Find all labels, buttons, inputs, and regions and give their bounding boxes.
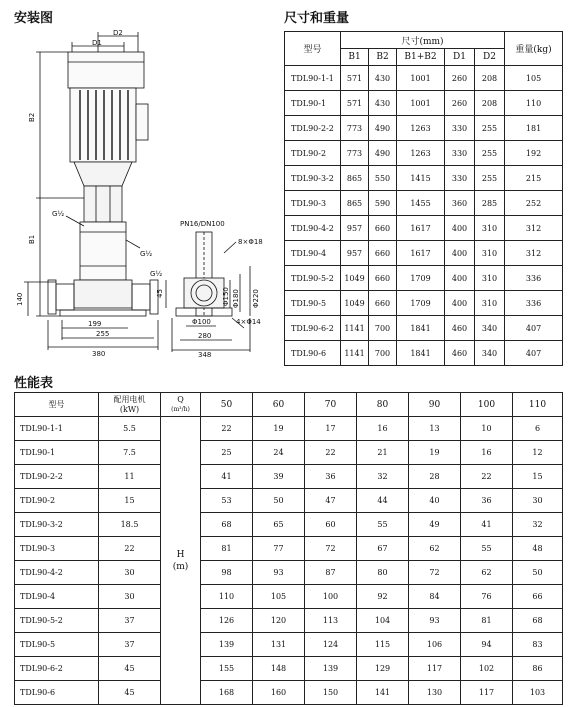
perf-flow-col-0: 50 — [201, 393, 253, 417]
size-value-cell: 255 — [475, 116, 505, 141]
dim-140-label: 140 — [16, 292, 24, 306]
perf-motor-cell: 37 — [99, 609, 161, 633]
perf-head-value-cell: 40 — [409, 489, 461, 513]
size-value-cell: 260 — [445, 91, 475, 116]
perf-flow-col-5: 100 — [461, 393, 513, 417]
perf-head-value-cell: 49 — [409, 513, 461, 537]
perf-model-cell: TDL90-4 — [15, 585, 99, 609]
perf-motor-cell: 7.5 — [99, 441, 161, 465]
perf-col-model: 型号 — [15, 393, 99, 417]
dim-199-label: 199 — [88, 320, 102, 328]
size-weight-table — [284, 31, 563, 366]
size-value-cell: 400 — [445, 291, 475, 316]
size-value-cell: 340 — [475, 316, 505, 341]
dim-d1-label: D1 — [92, 39, 102, 47]
perf-head-value-cell: 44 — [357, 489, 409, 513]
size-value-cell: 105 — [505, 66, 563, 91]
size-dim-col-4: D2 — [475, 49, 505, 66]
size-model-cell: TDL90-4 — [285, 241, 341, 266]
perf-head-value-cell: 86 — [513, 657, 563, 681]
perf-head-value-cell: 24 — [253, 441, 305, 465]
dim-phi150-label: Φ150 — [222, 287, 230, 306]
perf-head-value-cell: 62 — [409, 537, 461, 561]
perf-model-cell: TDL90-2 — [15, 489, 99, 513]
size-value-cell: 1263 — [397, 141, 445, 166]
size-model-cell: TDL90-1 — [285, 91, 341, 116]
perf-motor-cell: 18.5 — [99, 513, 161, 537]
table-row — [285, 266, 563, 291]
size-value-cell: 430 — [369, 91, 397, 116]
size-value-cell: 460 — [445, 341, 475, 366]
perf-head-value-cell: 106 — [409, 633, 461, 657]
perf-head-value-cell: 117 — [409, 657, 461, 681]
size-value-cell: 571 — [341, 91, 369, 116]
perf-head-value-cell: 62 — [461, 561, 513, 585]
perf-head-value-cell: 16 — [357, 417, 409, 441]
perf-head-value-cell: 83 — [513, 633, 563, 657]
size-value-cell: 400 — [445, 216, 475, 241]
size-model-cell: TDL90-4-2 — [285, 216, 341, 241]
table-row — [285, 166, 563, 191]
size-model-cell: TDL90-5 — [285, 291, 341, 316]
table-row — [285, 241, 563, 266]
size-value-cell: 1049 — [341, 291, 369, 316]
size-value-cell: 407 — [505, 341, 563, 366]
perf-head-value-cell: 55 — [357, 513, 409, 537]
table-row — [15, 537, 563, 561]
size-table-title: 尺寸和重量 — [284, 11, 350, 26]
perf-head-value-cell: 76 — [461, 585, 513, 609]
perf-head-value-cell: 48 — [513, 537, 563, 561]
dim-b2-label: B2 — [28, 112, 36, 122]
perf-motor-cell: 30 — [99, 585, 161, 609]
dim-d2-label: D2 — [113, 29, 123, 37]
perf-col-q-cell — [161, 393, 201, 417]
perf-head-value-cell: 139 — [201, 633, 253, 657]
dim-255-label: 255 — [96, 330, 110, 338]
size-value-cell: 490 — [369, 116, 397, 141]
perf-head-value-cell: 53 — [201, 489, 253, 513]
perf-head-value-cell: 22 — [461, 465, 513, 489]
table-row — [285, 91, 563, 116]
perf-head-value-cell: 103 — [513, 681, 563, 705]
perf-head-value-cell: 50 — [253, 489, 305, 513]
table-row — [15, 441, 563, 465]
table-row — [15, 417, 563, 441]
perf-head-value-cell: 22 — [201, 417, 253, 441]
size-value-cell: 330 — [445, 166, 475, 191]
perf-head-value-cell: 50 — [513, 561, 563, 585]
perf-flow-col-2: 70 — [305, 393, 357, 417]
perf-head-value-cell: 72 — [409, 561, 461, 585]
perf-col-q: Q — [177, 395, 184, 404]
perf-flow-col-1: 60 — [253, 393, 305, 417]
perf-h-unit: (m) — [172, 561, 189, 572]
dim-g-half-base: G½ — [150, 270, 163, 278]
size-value-cell: 400 — [445, 241, 475, 266]
size-model-cell: TDL90-2 — [285, 141, 341, 166]
size-value-cell: 490 — [369, 141, 397, 166]
size-value-cell: 660 — [369, 241, 397, 266]
size-value-cell: 773 — [341, 116, 369, 141]
perf-model-cell: TDL90-6 — [15, 681, 99, 705]
size-value-cell: 330 — [445, 141, 475, 166]
perf-head-value-cell: 105 — [253, 585, 305, 609]
perf-head-value-cell: 130 — [409, 681, 461, 705]
perf-head-value-cell: 81 — [461, 609, 513, 633]
size-value-cell: 330 — [445, 116, 475, 141]
size-value-cell: 660 — [369, 266, 397, 291]
size-value-cell: 285 — [475, 191, 505, 216]
perf-head-value-cell: 150 — [305, 681, 357, 705]
table-row — [15, 489, 563, 513]
perf-head-value-cell: 19 — [253, 417, 305, 441]
perf-head-value-cell: 60 — [305, 513, 357, 537]
size-value-cell: 1709 — [397, 291, 445, 316]
size-dim-col-2: B1+B2 — [397, 49, 445, 66]
size-value-cell: 700 — [369, 341, 397, 366]
table-row — [15, 681, 563, 705]
size-value-cell: 571 — [341, 66, 369, 91]
perf-head-value-cell: 115 — [357, 633, 409, 657]
table-row — [15, 465, 563, 489]
size-value-cell: 255 — [475, 166, 505, 191]
perf-head-value-cell: 68 — [201, 513, 253, 537]
perf-head-value-cell: 13 — [409, 417, 461, 441]
table-row — [15, 657, 563, 681]
size-value-cell: 865 — [341, 166, 369, 191]
perf-head-value-cell: 102 — [461, 657, 513, 681]
table-row — [285, 341, 563, 366]
dim-b1-label: B1 — [28, 234, 36, 244]
perf-head-value-cell: 39 — [253, 465, 305, 489]
size-value-cell: 460 — [445, 316, 475, 341]
dim-g-half-left: G½ — [52, 210, 65, 218]
perf-head-value-cell: 6 — [513, 417, 563, 441]
size-model-cell: TDL90-6 — [285, 341, 341, 366]
size-value-cell: 208 — [475, 66, 505, 91]
table-row — [285, 191, 563, 216]
perf-head-value-cell: 16 — [461, 441, 513, 465]
table-row — [285, 316, 563, 341]
perf-head-value-cell: 93 — [253, 561, 305, 585]
perf-head-value-cell: 12 — [513, 441, 563, 465]
dim-phi180-label: Φ180 — [232, 289, 240, 308]
size-value-cell: 1455 — [397, 191, 445, 216]
table-row — [285, 291, 563, 316]
dim-g-half-right: G½ — [140, 250, 153, 258]
performance-table — [14, 392, 563, 705]
perf-head-value-cell: 93 — [409, 609, 461, 633]
size-value-cell: 192 — [505, 141, 563, 166]
size-model-cell: TDL90-2-2 — [285, 116, 341, 141]
size-value-cell: 1141 — [341, 341, 369, 366]
perf-head-value-cell: 131 — [253, 633, 305, 657]
perf-head-value-cell: 17 — [305, 417, 357, 441]
size-value-cell: 550 — [369, 166, 397, 191]
perf-model-cell: TDL90-1 — [15, 441, 99, 465]
size-value-cell: 1263 — [397, 116, 445, 141]
size-value-cell: 215 — [505, 166, 563, 191]
perf-col-motor: 配用电机 — [113, 394, 146, 404]
size-value-cell: 1001 — [397, 91, 445, 116]
perf-head-value-cell: 65 — [253, 513, 305, 537]
perf-head-value-cell: 104 — [357, 609, 409, 633]
size-model-cell: TDL90-1-1 — [285, 66, 341, 91]
perf-flow-col-6: 110 — [513, 393, 563, 417]
size-value-cell: 400 — [445, 266, 475, 291]
perf-head-value-cell: 81 — [201, 537, 253, 561]
perf-head-value-cell: 129 — [357, 657, 409, 681]
size-value-cell: 310 — [475, 216, 505, 241]
perf-head-value-cell: 41 — [201, 465, 253, 489]
size-value-cell: 1841 — [397, 341, 445, 366]
size-value-cell: 957 — [341, 241, 369, 266]
table-row — [15, 585, 563, 609]
size-value-cell: 252 — [505, 191, 563, 216]
size-value-cell: 310 — [475, 266, 505, 291]
size-dim-col-0: B1 — [341, 49, 369, 66]
dim-280-label: 280 — [198, 332, 212, 340]
perf-motor-cell: 5.5 — [99, 417, 161, 441]
size-model-cell: TDL90-3 — [285, 191, 341, 216]
perf-head-value-cell: 141 — [357, 681, 409, 705]
perf-head-value-cell: 160 — [253, 681, 305, 705]
perf-head-value-cell: 87 — [305, 561, 357, 585]
size-value-cell: 310 — [475, 241, 505, 266]
size-value-cell: 1141 — [341, 316, 369, 341]
size-value-cell: 340 — [475, 341, 505, 366]
perf-model-cell: TDL90-4-2 — [15, 561, 99, 585]
size-value-cell: 660 — [369, 216, 397, 241]
size-value-cell: 1617 — [397, 241, 445, 266]
perf-h-label: H — [176, 549, 185, 560]
perf-motor-cell: 45 — [99, 681, 161, 705]
perf-head-value-cell: 113 — [305, 609, 357, 633]
size-value-cell: 1709 — [397, 266, 445, 291]
perf-head-value-cell: 100 — [305, 585, 357, 609]
perf-head-value-cell: 15 — [513, 465, 563, 489]
table-row — [285, 66, 563, 91]
perf-head-value-cell: 19 — [409, 441, 461, 465]
dim-holes-label: 4×Φ14 — [236, 318, 261, 326]
size-value-cell: 181 — [505, 116, 563, 141]
size-value-cell: 336 — [505, 291, 563, 316]
size-value-cell: 312 — [505, 216, 563, 241]
perf-head-value-cell: 36 — [305, 465, 357, 489]
perf-model-cell: TDL90-5 — [15, 633, 99, 657]
perf-head-value-cell: 120 — [253, 609, 305, 633]
perf-head-value-cell: 80 — [357, 561, 409, 585]
perf-motor-cell: 11 — [99, 465, 161, 489]
perf-head-value-cell: 110 — [201, 585, 253, 609]
perf-head-value-cell: 139 — [305, 657, 357, 681]
perf-head-value-cell: 148 — [253, 657, 305, 681]
size-col-dims: 尺寸(mm) — [341, 32, 505, 49]
perf-head-value-cell: 22 — [305, 441, 357, 465]
size-value-cell: 430 — [369, 66, 397, 91]
dim-45-label: 45 — [156, 289, 164, 298]
size-value-cell: 336 — [505, 266, 563, 291]
perf-head-value-cell: 92 — [357, 585, 409, 609]
perf-head-value-cell: 32 — [513, 513, 563, 537]
table-row — [15, 633, 563, 657]
table-row — [285, 216, 563, 241]
table-row — [285, 116, 563, 141]
dim-380-label: 380 — [92, 350, 106, 358]
perf-motor-cell: 37 — [99, 633, 161, 657]
perf-model-cell: TDL90-6-2 — [15, 657, 99, 681]
perf-head-value-cell: 55 — [461, 537, 513, 561]
perf-head-value-cell: 72 — [305, 537, 357, 561]
perf-head-value-cell: 98 — [201, 561, 253, 585]
perf-head-value-cell: 94 — [461, 633, 513, 657]
perf-col-motor-cell — [99, 393, 161, 417]
perf-col-motor-unit: (kW) — [119, 404, 140, 414]
table-row — [15, 561, 563, 585]
perf-head-value-cell: 155 — [201, 657, 253, 681]
perf-model-cell: TDL90-5-2 — [15, 609, 99, 633]
size-value-cell: 1049 — [341, 266, 369, 291]
perf-head-value-cell: 30 — [513, 489, 563, 513]
size-value-cell: 310 — [475, 291, 505, 316]
dim-348-label: 348 — [198, 351, 212, 359]
install-title: 安装图 — [14, 11, 54, 26]
perf-head-value-cell: 66 — [513, 585, 563, 609]
installation-drawing — [0, 26, 280, 371]
size-value-cell: 957 — [341, 216, 369, 241]
perf-h-cell — [161, 417, 201, 705]
perf-head-value-cell: 47 — [305, 489, 357, 513]
dim-phi220-label: Φ220 — [252, 289, 260, 308]
perf-col-q-unit: (m³/h) — [171, 406, 190, 413]
perf-model-cell: TDL90-1-1 — [15, 417, 99, 441]
table-row — [15, 513, 563, 537]
size-value-cell: 312 — [505, 241, 563, 266]
size-model-cell: TDL90-3-2 — [285, 166, 341, 191]
perf-head-value-cell: 21 — [357, 441, 409, 465]
perf-model-cell: TDL90-3-2 — [15, 513, 99, 537]
size-value-cell: 208 — [475, 91, 505, 116]
perf-head-value-cell: 77 — [253, 537, 305, 561]
perf-model-cell: TDL90-3 — [15, 537, 99, 561]
size-value-cell: 260 — [445, 66, 475, 91]
perf-motor-cell: 15 — [99, 489, 161, 513]
perf-head-value-cell: 124 — [305, 633, 357, 657]
perf-flow-col-4: 90 — [409, 393, 461, 417]
size-col-model: 型号 — [285, 32, 341, 66]
size-value-cell: 700 — [369, 316, 397, 341]
size-model-cell: TDL90-6-2 — [285, 316, 341, 341]
perf-head-value-cell: 68 — [513, 609, 563, 633]
size-col-weight: 重量(kg) — [505, 32, 563, 66]
perf-flow-col-3: 80 — [357, 393, 409, 417]
size-dim-col-3: D1 — [445, 49, 475, 66]
table-row — [15, 609, 563, 633]
size-value-cell: 1415 — [397, 166, 445, 191]
size-model-cell: TDL90-5-2 — [285, 266, 341, 291]
size-value-cell: 1001 — [397, 66, 445, 91]
perf-motor-cell: 45 — [99, 657, 161, 681]
size-value-cell: 660 — [369, 291, 397, 316]
perf-head-value-cell: 32 — [357, 465, 409, 489]
perf-head-value-cell: 36 — [461, 489, 513, 513]
size-value-cell: 255 — [475, 141, 505, 166]
perf-head-value-cell: 28 — [409, 465, 461, 489]
size-value-cell: 865 — [341, 191, 369, 216]
size-value-cell: 110 — [505, 91, 563, 116]
table-row — [285, 141, 563, 166]
perf-head-value-cell: 25 — [201, 441, 253, 465]
dim-bolts-label: 8×Φ18 — [238, 238, 263, 246]
perf-head-value-cell: 67 — [357, 537, 409, 561]
size-value-cell: 407 — [505, 316, 563, 341]
perf-motor-cell: 30 — [99, 561, 161, 585]
size-value-cell: 590 — [369, 191, 397, 216]
size-value-cell: 360 — [445, 191, 475, 216]
perf-head-value-cell: 41 — [461, 513, 513, 537]
perf-motor-cell: 22 — [99, 537, 161, 561]
perf-head-value-cell: 84 — [409, 585, 461, 609]
perf-table-title: 性能表 — [14, 376, 54, 391]
perf-head-value-cell: 168 — [201, 681, 253, 705]
dim-phi100-label: Φ100 — [192, 318, 211, 326]
perf-head-value-cell: 10 — [461, 417, 513, 441]
size-value-cell: 1841 — [397, 316, 445, 341]
perf-head-value-cell: 126 — [201, 609, 253, 633]
size-value-cell: 1617 — [397, 216, 445, 241]
perf-head-value-cell: 117 — [461, 681, 513, 705]
dim-flange-label: PN16/DN100 — [180, 220, 225, 228]
size-dim-col-1: B2 — [369, 49, 397, 66]
perf-model-cell: TDL90-2-2 — [15, 465, 99, 489]
size-value-cell: 773 — [341, 141, 369, 166]
